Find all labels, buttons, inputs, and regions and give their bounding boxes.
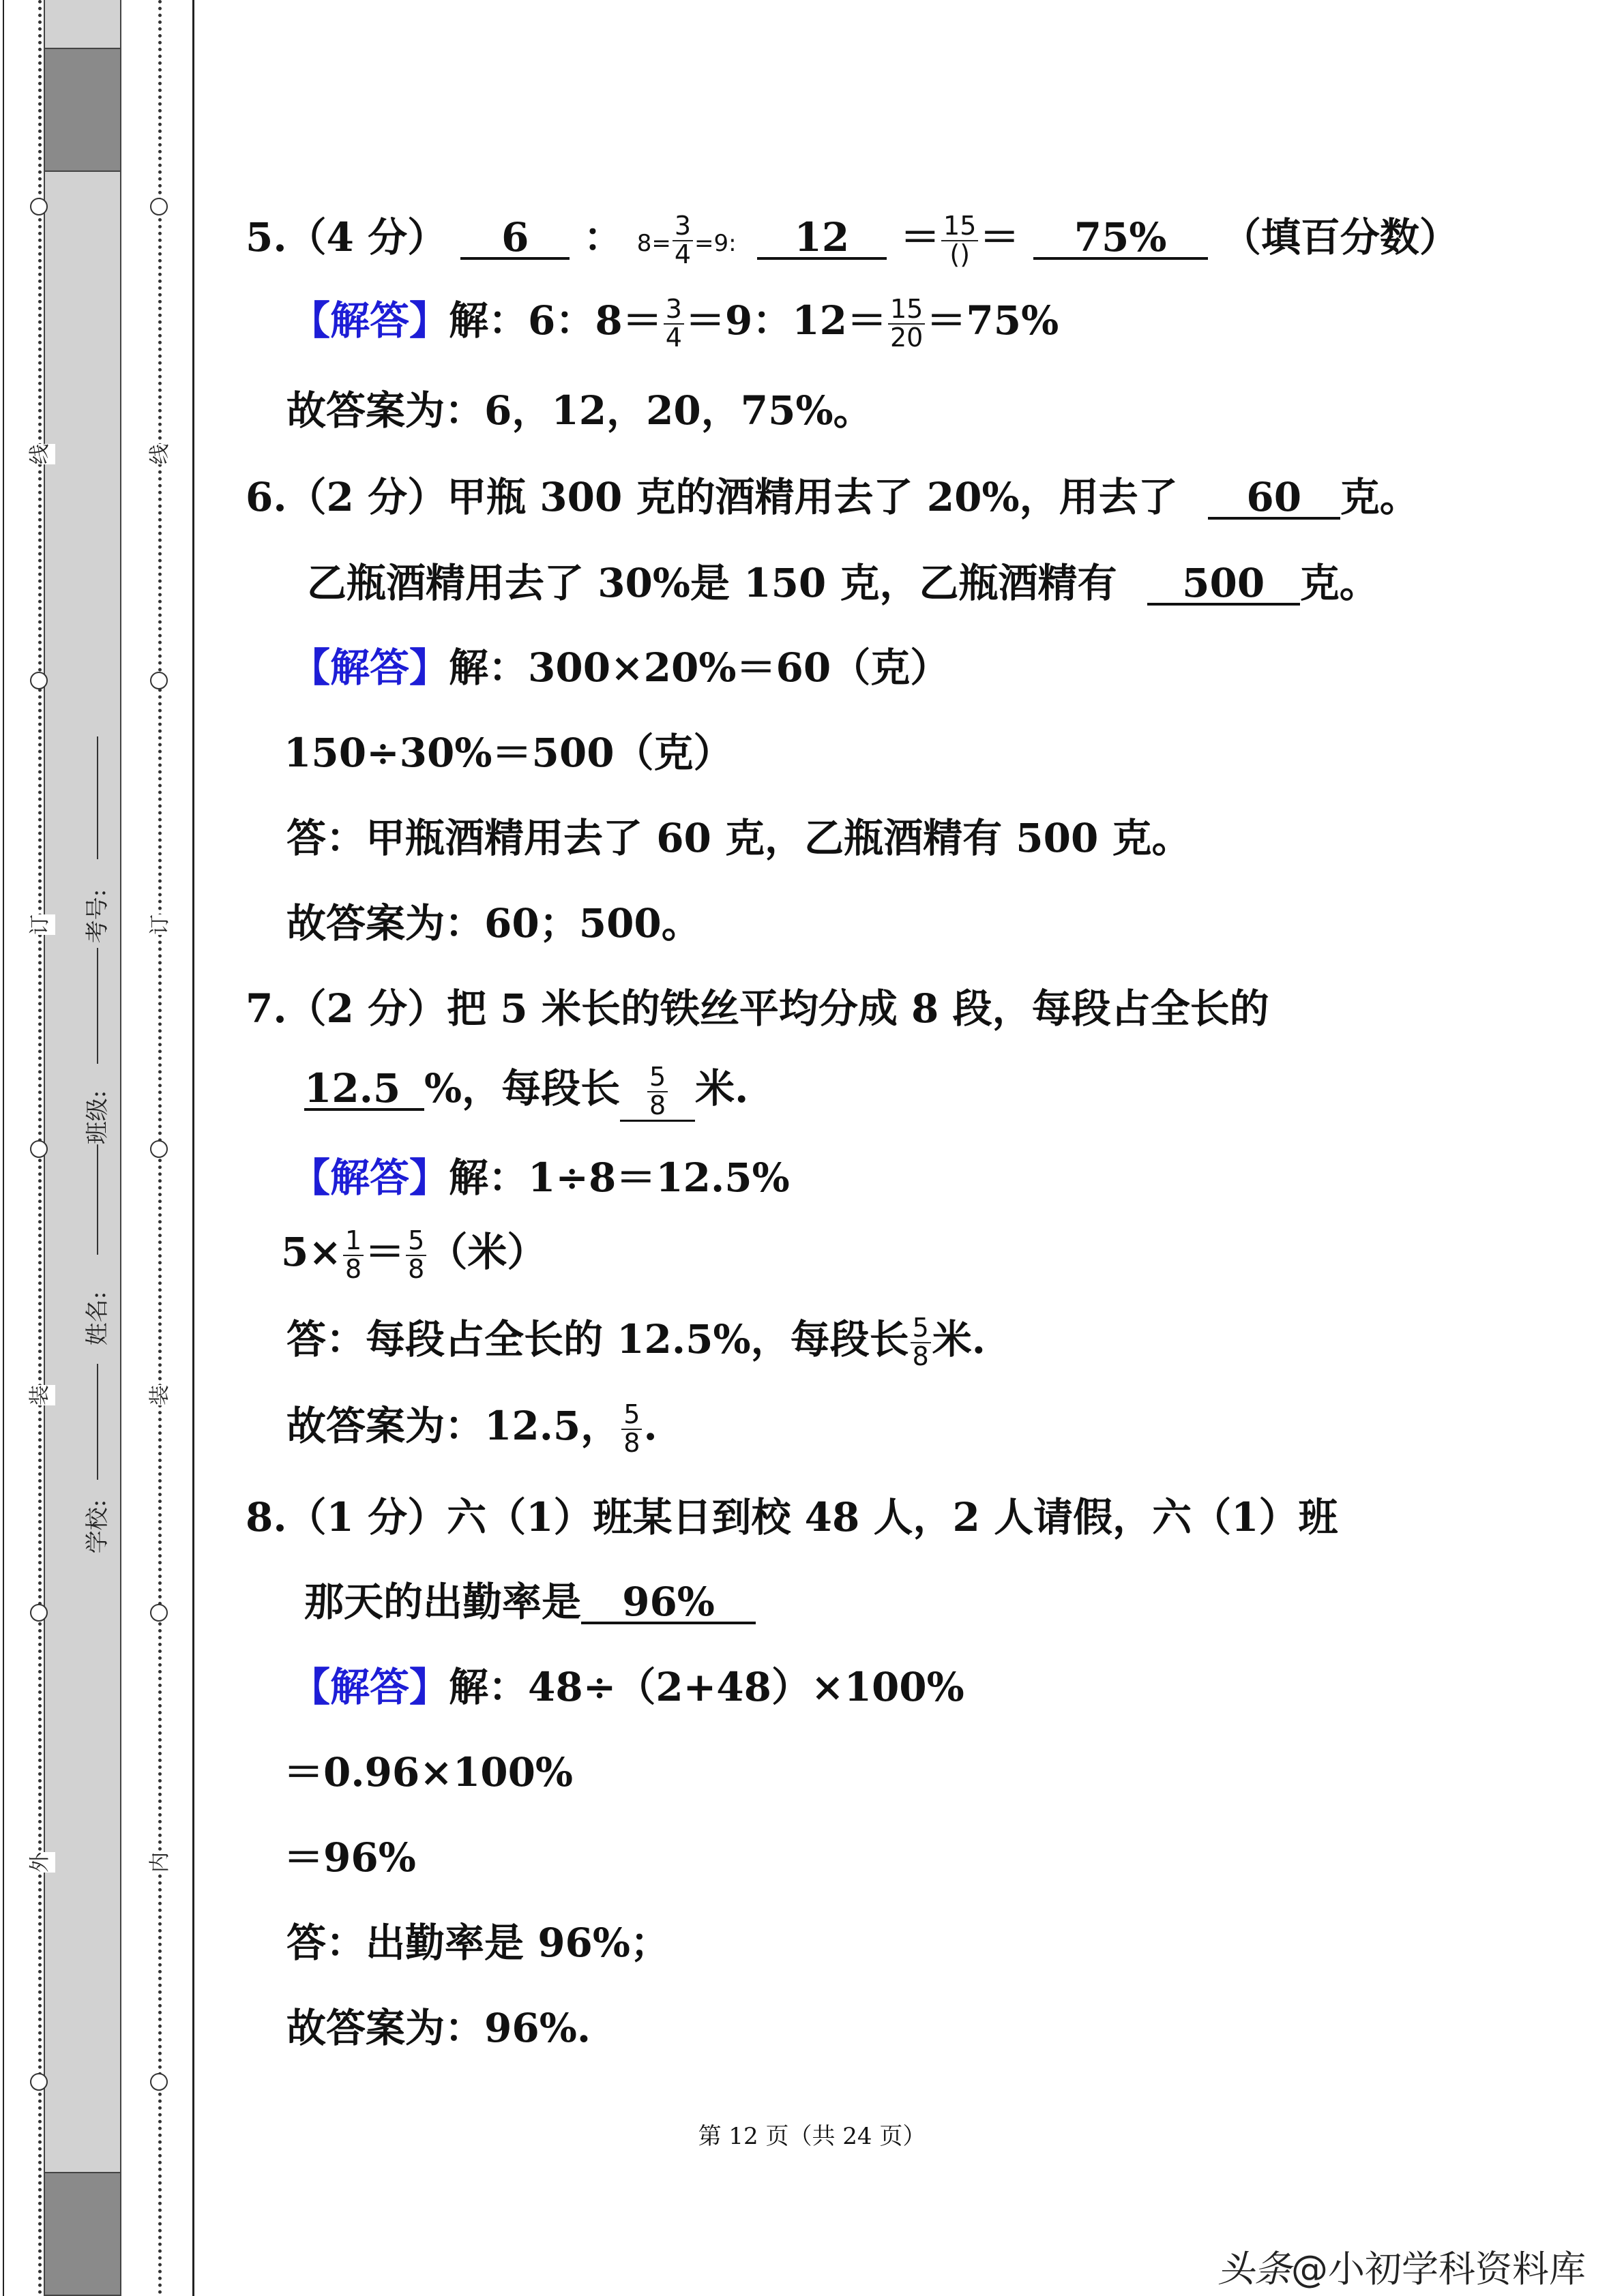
field-class-blank[interactable] <box>97 948 98 1064</box>
q6-answer-tag: 【解答】 <box>291 644 449 691</box>
q7-question-line-2 <box>304 1064 748 1122</box>
punch-hole-circle <box>30 1140 48 1158</box>
q5-colon: ： <box>583 213 623 260</box>
q6-final-answer: 故答案为：60；500。 <box>286 900 701 946</box>
q6-solution-line-3: 答：甲瓶酒精用去了 60 克，乙瓶酒精有 500 克。 <box>286 815 1192 861</box>
q5-blank-2: 12 <box>757 218 887 260</box>
binding-label-xian-outer: 线 <box>20 444 55 464</box>
punch-hole-circle <box>30 2073 48 2091</box>
field-name-blank[interactable] <box>97 1139 98 1255</box>
binding-dark-block-bottom <box>44 2172 121 2296</box>
q5-equals: ＝ <box>900 213 941 260</box>
binding-label-xian-inner: 线 <box>140 444 175 464</box>
q7-final-fraction-5-8: $\frac{5}{8}$ <box>621 1401 642 1457</box>
q5-fraction-15-blank: $\frac{15}{()}$ <box>941 213 978 269</box>
field-name-label: 姓名: <box>76 1292 115 1345</box>
binding-outer-line <box>3 0 4 2296</box>
field-exam-no-label: 考号: <box>76 889 115 943</box>
q7-blank-2: $\frac{5}{8}$ <box>620 1064 695 1122</box>
q5-equals-2: ＝ <box>979 213 1020 260</box>
q6-blank-2: 500 <box>1147 563 1300 606</box>
q6-sol1-text: 解：300×20%＝60（克） <box>449 644 950 691</box>
q7-sol3-a: 答：每段占全长的 12.5%，每段长 <box>286 1315 909 1362</box>
punch-hole-circle <box>150 2073 168 2091</box>
q8-question-line-1: 8.（1 分）六（1）班某日到校 48 人，2 人请假，六（1）班 <box>246 1494 1338 1540</box>
q5-sol-fraction-3-4: $\frac{3}{4}$ <box>664 296 684 352</box>
page-footer: 第 12 页（共 24 页） <box>698 2123 926 2150</box>
q6-question-line-1 <box>246 474 1419 520</box>
q7-question-line-1: 7.（2 分）把 5 米长的铁丝平均分成 8 段，每段占全长的 <box>246 985 1269 1032</box>
q6-line2-tail: 克。 <box>1299 560 1379 606</box>
watermark-platform: 头条 <box>1217 2248 1291 2291</box>
q7-sol2-c: （米） <box>428 1228 547 1275</box>
q6-line1-tail: 克。 <box>1340 474 1419 520</box>
binding-label-nei-inner: 内 <box>140 1852 175 1873</box>
q6-question-line-2 <box>307 560 1379 606</box>
punch-hole-circle <box>150 672 168 689</box>
q5-sol-part-a: 解：6：8＝ <box>449 297 662 344</box>
q5-answer-tag: 【解答】 <box>291 297 449 344</box>
q6-blank-1: 60 <box>1208 477 1340 520</box>
q5-solution-line <box>291 296 1059 352</box>
q7-sol1-text: 解：1÷8＝12.5% <box>449 1154 790 1201</box>
q8-solution-line-1 <box>291 1664 964 1710</box>
q7-answer-tag: 【解答】 <box>291 1154 449 1201</box>
binding-gray-strip <box>44 0 121 2296</box>
q8-solution-line-4: 答：出勤率是 96%； <box>286 1920 670 1966</box>
q5-small-eq: 8= <box>636 229 671 257</box>
q8-sol1-text: 解：48÷（2+48）×100% <box>449 1664 964 1710</box>
q8-solution-line-2: ＝0.96×100% <box>284 1749 574 1795</box>
binding-inner-line <box>192 0 194 2296</box>
binding-dark-block-top <box>44 48 121 172</box>
q5-blank-1: 6 <box>460 218 570 260</box>
q7-sol2-fraction-5-8: $\frac{5}{8}$ <box>406 1227 426 1283</box>
q5-sol-fraction-15-20: $\frac{15}{20}$ <box>888 296 925 352</box>
q7-solution-line-1 <box>291 1154 790 1201</box>
q7-solution-line-3 <box>286 1315 986 1371</box>
q7-sol2-fraction-1-8: $\frac{1}{8}$ <box>343 1227 364 1283</box>
punch-hole-circle <box>30 198 48 215</box>
q6-line1-text: 6.（2 分）甲瓶 300 克的酒精用去了 20%，用去了 <box>246 474 1178 520</box>
q7-final-a: 故答案为：12.5， <box>286 1402 621 1449</box>
q5-tail: （填百分数） <box>1221 213 1459 260</box>
binding-label-wai-outer: 外 <box>20 1852 55 1873</box>
q7-final-b: . <box>643 1402 658 1449</box>
punch-hole-circle <box>150 1140 168 1158</box>
q7-final-answer <box>286 1401 658 1457</box>
q7-sol3-fraction-5-8: $\frac{5}{8}$ <box>911 1315 931 1371</box>
field-class-label: 班级: <box>76 1090 115 1144</box>
q8-solution-line-3: ＝96% <box>284 1834 416 1881</box>
punch-hole-circle <box>150 198 168 215</box>
punch-hole-circle <box>30 1604 48 1622</box>
q6-solution-line-1 <box>291 644 950 691</box>
q7-mid-text: %，每段长 <box>424 1064 621 1112</box>
punch-hole-circle <box>30 672 48 689</box>
q5-sol-part-c: ＝75% <box>926 297 1059 344</box>
q7-sol2-b: ＝ <box>365 1228 405 1275</box>
q6-line2-text: 乙瓶酒精用去了 30%是 150 克，乙瓶酒精有 <box>307 560 1117 606</box>
q5-fraction-3-4: $\frac{3}{4}$ <box>673 213 693 269</box>
q5-small-eq-2: =9: <box>694 229 737 257</box>
field-school-label: 学校: <box>76 1500 115 1553</box>
q7-solution-line-2 <box>281 1227 546 1283</box>
field-exam-no-blank[interactable] <box>97 736 98 859</box>
q7-sol2-a: 5× <box>281 1228 342 1275</box>
q7-tail: 米. <box>695 1064 749 1112</box>
q6-solution-line-2: 150÷30%＝500（克） <box>284 730 733 776</box>
q8-line2-text: 那天的出勤率是 <box>304 1579 582 1625</box>
q8-blank: 96% <box>581 1582 756 1624</box>
q5-question-line <box>246 213 1459 269</box>
q5-number: 5.（4 分） <box>246 213 447 260</box>
binding-margin <box>0 0 198 2296</box>
q5-blank-3: 75% <box>1033 218 1208 260</box>
watermark <box>1217 2240 1586 2293</box>
watermark-account: @小初学科资料库 <box>1291 2248 1586 2291</box>
q8-question-line-2 <box>304 1579 756 1625</box>
field-school-blank[interactable] <box>97 1364 98 1480</box>
binding-label-zhuang-outer: 装 <box>20 1385 55 1405</box>
q7-sol3-b: 米. <box>932 1315 986 1362</box>
punch-hole-circle <box>150 1604 168 1622</box>
q5-sol-part-b: ＝9：12＝ <box>685 297 887 344</box>
q7-blank-1: 12.5 <box>304 1069 424 1111</box>
q8-answer-tag: 【解答】 <box>291 1664 449 1710</box>
binding-label-ding-inner: 订 <box>140 914 175 935</box>
binding-label-ding-outer: 订 <box>20 914 55 935</box>
binding-label-zhuang-inner: 装 <box>140 1385 175 1405</box>
q5-final-answer: 故答案为：6，12，20，75%。 <box>286 387 873 434</box>
q8-final-answer: 故答案为：96%. <box>286 2005 591 2051</box>
